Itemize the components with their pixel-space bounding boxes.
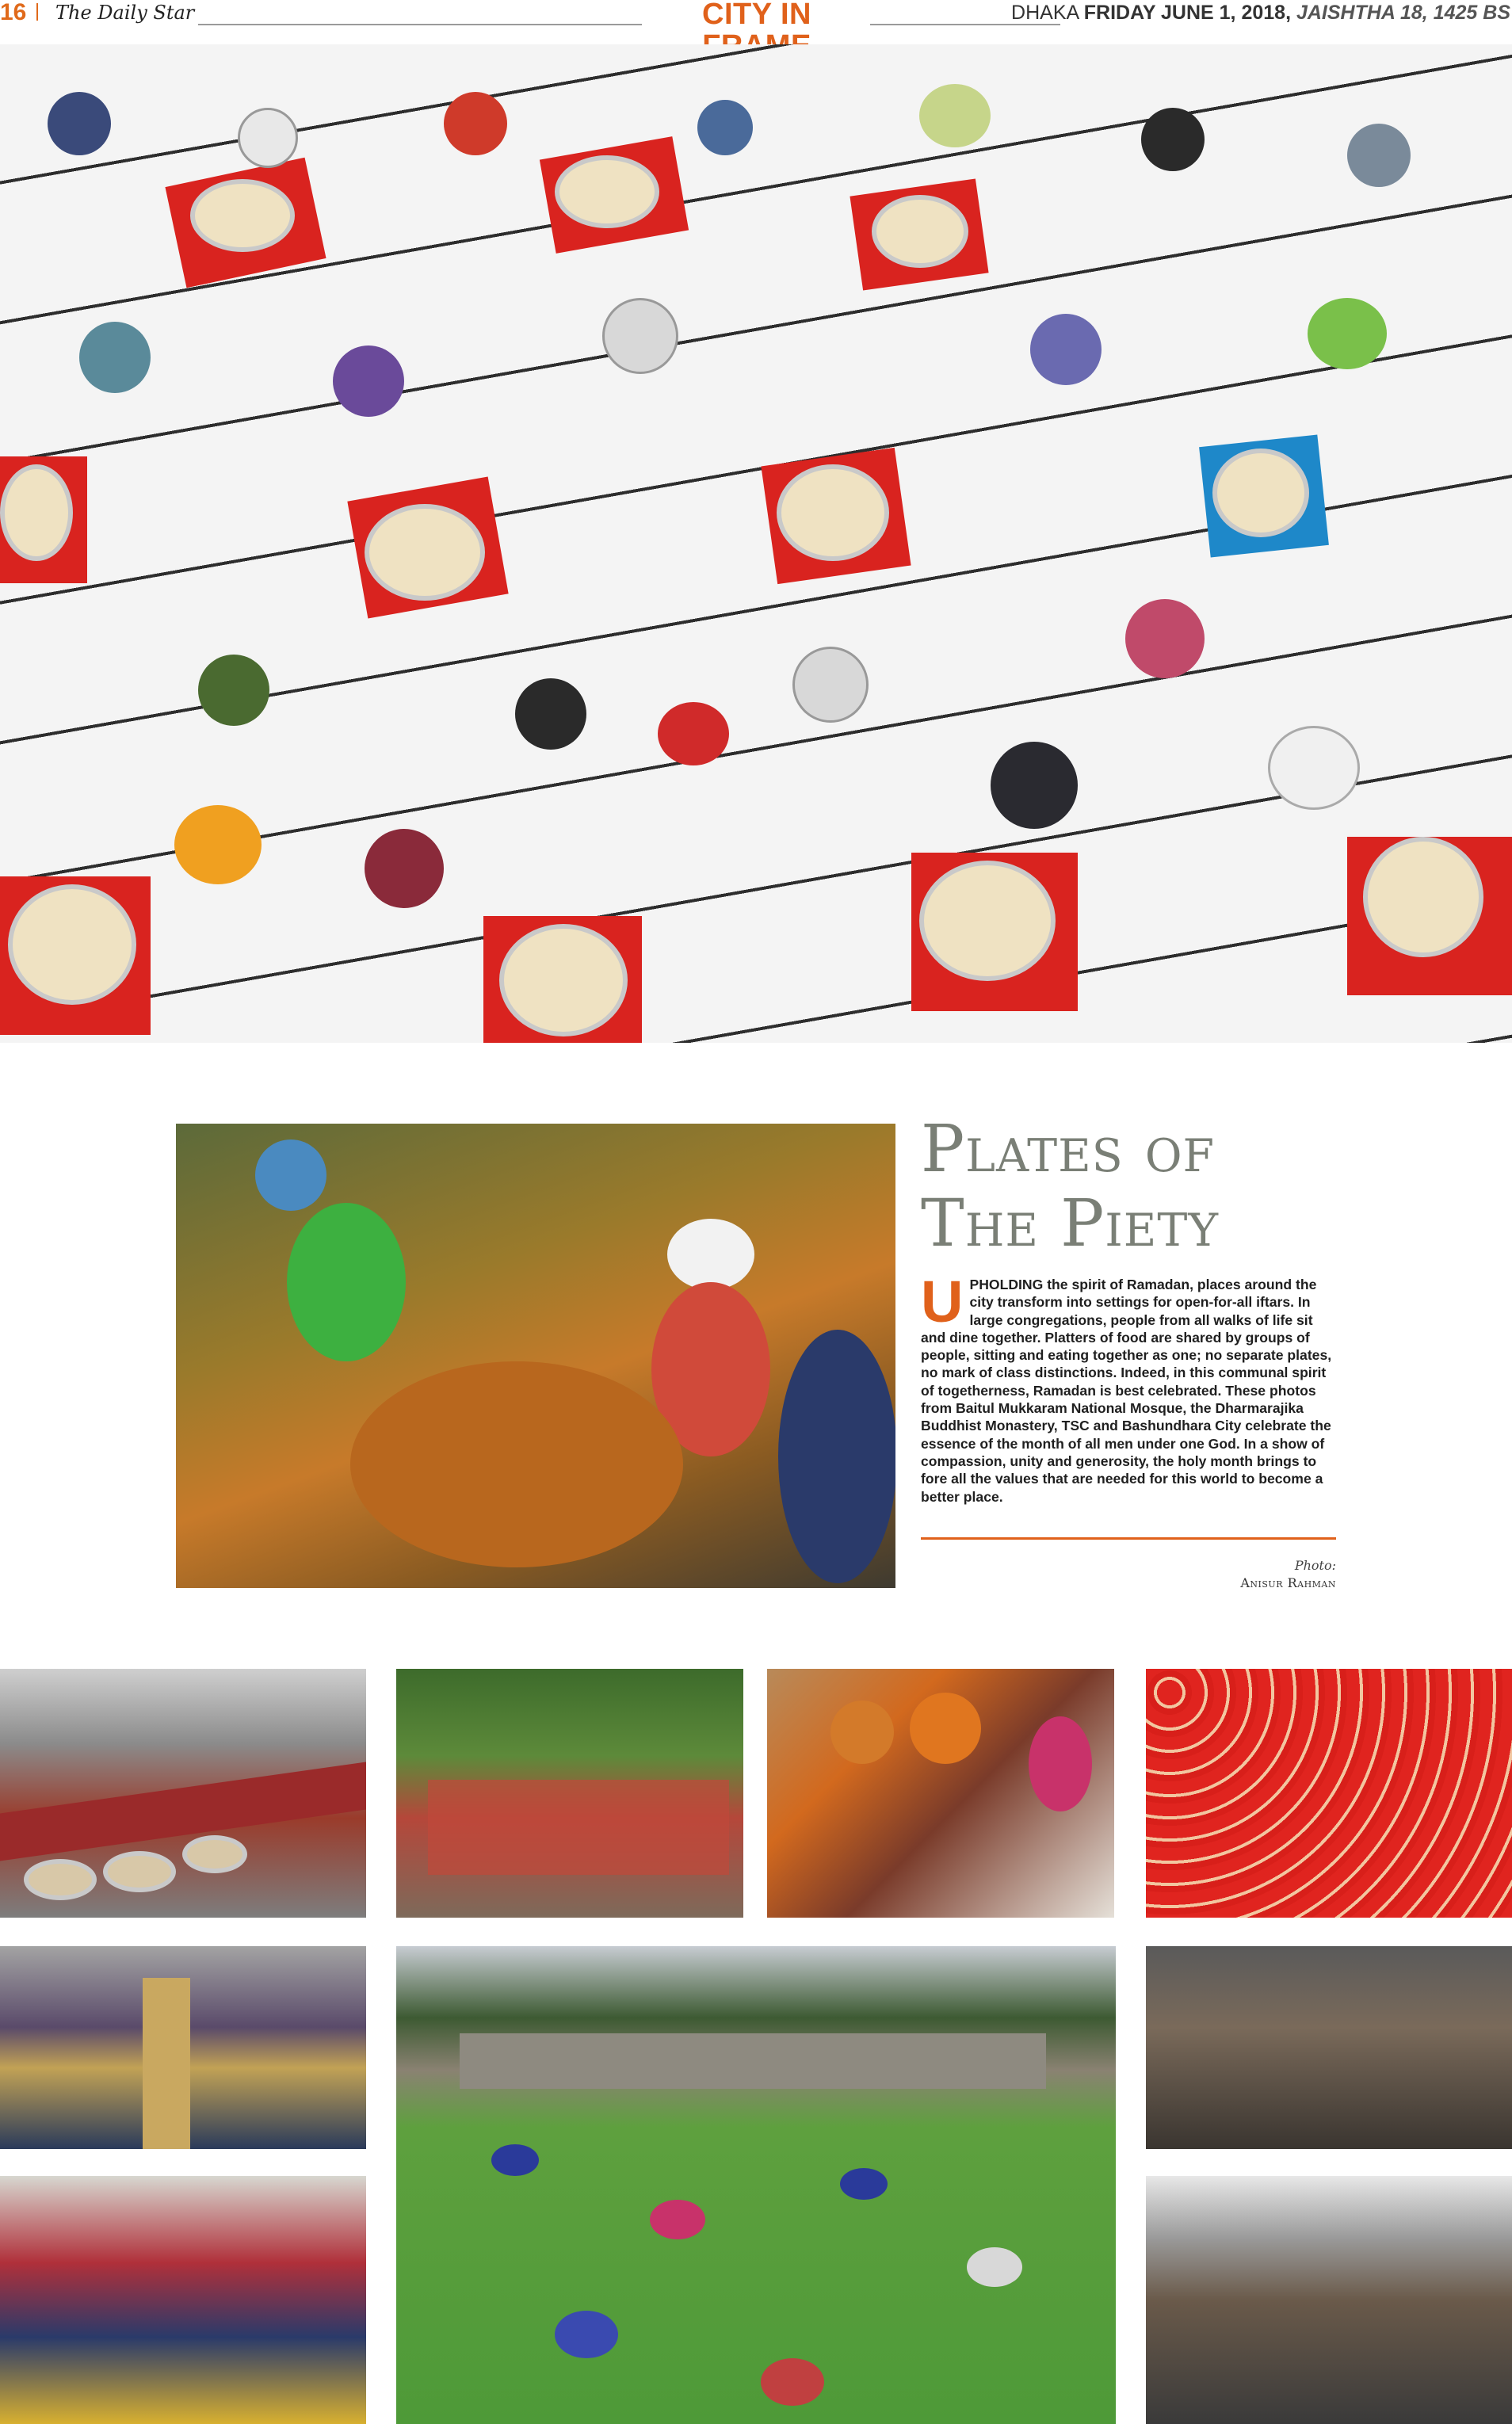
headline-line-2: The Piety	[921, 1186, 1220, 1262]
food-platter	[182, 1835, 247, 1873]
person	[697, 100, 753, 155]
person	[333, 345, 404, 417]
monk	[830, 1701, 894, 1764]
person	[602, 298, 678, 374]
feature-photo-iftar-stall	[176, 1124, 895, 1588]
gallery-photo-red-bowls	[1146, 1669, 1512, 1918]
photo-credit-name: Anisur Rahman	[1240, 1575, 1336, 1590]
food-platter	[103, 1851, 176, 1892]
group	[491, 2144, 539, 2176]
person	[991, 742, 1078, 829]
gallery-photo-monks-distribution	[767, 1669, 1114, 1918]
food-platter	[0, 464, 73, 561]
person	[365, 829, 444, 908]
food-platter	[777, 464, 889, 561]
person	[174, 805, 262, 884]
gallery-photo-food-court	[0, 2176, 366, 2424]
dateline-date: FRIDAY JUNE 1, 2018,	[1083, 2, 1292, 24]
person	[198, 655, 269, 726]
person	[919, 84, 991, 147]
fried-food-pile	[350, 1361, 683, 1567]
person	[515, 678, 586, 750]
masthead-rule-left	[198, 24, 642, 25]
photo-credit-label: Photo:	[1294, 1558, 1336, 1573]
person-white-cap	[667, 1219, 754, 1290]
gallery-photo-queue	[396, 1669, 743, 1918]
person	[1308, 298, 1387, 369]
monk	[910, 1693, 981, 1764]
food-platter	[8, 884, 136, 1005]
hero-photo-iftar-overhead	[0, 44, 1512, 1043]
food-platter	[499, 924, 628, 1036]
article-text: PHOLDING the spirit of Ramadan, places around the city transform into settings for open-for-all iftars. In large congregations, people from all walks of life sit and dine together. Platters of food are shared by groups of people, sitting and eating together as one; no separate plates, no mark of class distinctions. Indeed, in this communal spirit of togetherness, Ramadan is best celebrated. These photos from Baitul Mukkaram National Mosque, the Dharmarajika Buddhist Monastery, TSC and Bashundhara City celebrate the essence of the month of all men under one God. In a show of compassion, unity and generosity, the holy month brings to fore all the values that are needed for this world to become a better place.	[921, 1277, 1332, 1505]
food-platter	[872, 195, 968, 268]
gallery-photo-mosque-hall	[1146, 2176, 1512, 2424]
section-title: CITY IN	[702, 0, 811, 31]
gallery-photo-tsc-lawn	[396, 1946, 1116, 2424]
food-platter	[365, 504, 485, 601]
dropcap: U	[921, 1269, 964, 1334]
person	[1030, 314, 1102, 385]
food-platter	[555, 155, 659, 228]
dateline-city: DHAKA	[1011, 2, 1079, 24]
person-green-shirt	[287, 1203, 406, 1361]
person	[1268, 726, 1360, 810]
group	[761, 2358, 824, 2406]
page-divider	[36, 3, 38, 21]
person	[79, 322, 151, 393]
building	[460, 2033, 1046, 2089]
article-rule	[921, 1537, 1336, 1540]
person	[1029, 1716, 1092, 1811]
dateline	[1011, 2, 1510, 24]
person-blue-shirt	[778, 1330, 895, 1583]
masthead-rule-right	[870, 24, 1060, 25]
chef-cap	[255, 1139, 326, 1211]
person	[1141, 108, 1205, 171]
page-number: 16	[0, 0, 27, 25]
gallery-photo-mosque-iftar	[0, 1669, 366, 1918]
person	[1125, 599, 1205, 678]
gallery-photo-street-iftar	[1146, 1946, 1512, 2149]
person	[48, 92, 111, 155]
group	[555, 2311, 618, 2358]
people-queue	[428, 1780, 729, 1875]
person	[238, 108, 298, 168]
dateline-bengali-date: JAISHTHA 18, 1425 BS	[1296, 2, 1510, 24]
carpet	[0, 1762, 366, 1861]
food-platter	[1212, 449, 1309, 537]
group	[840, 2168, 888, 2200]
person	[792, 647, 869, 723]
food-platter	[919, 861, 1056, 981]
headline-line-1: Plates of	[921, 1112, 1216, 1187]
red-bucket	[658, 702, 729, 765]
article-body	[921, 1269, 1336, 1506]
group	[650, 2200, 705, 2239]
person	[1347, 124, 1411, 187]
paper-logo: The Daily Star	[55, 2, 195, 24]
food-platter	[24, 1859, 97, 1900]
gallery-photo-long-table	[0, 1946, 366, 2149]
group	[967, 2247, 1022, 2287]
masthead	[0, 0, 1512, 30]
table-runner	[143, 1978, 190, 2149]
person	[444, 92, 507, 155]
food-platter	[1363, 837, 1483, 957]
food-platter	[190, 179, 295, 252]
